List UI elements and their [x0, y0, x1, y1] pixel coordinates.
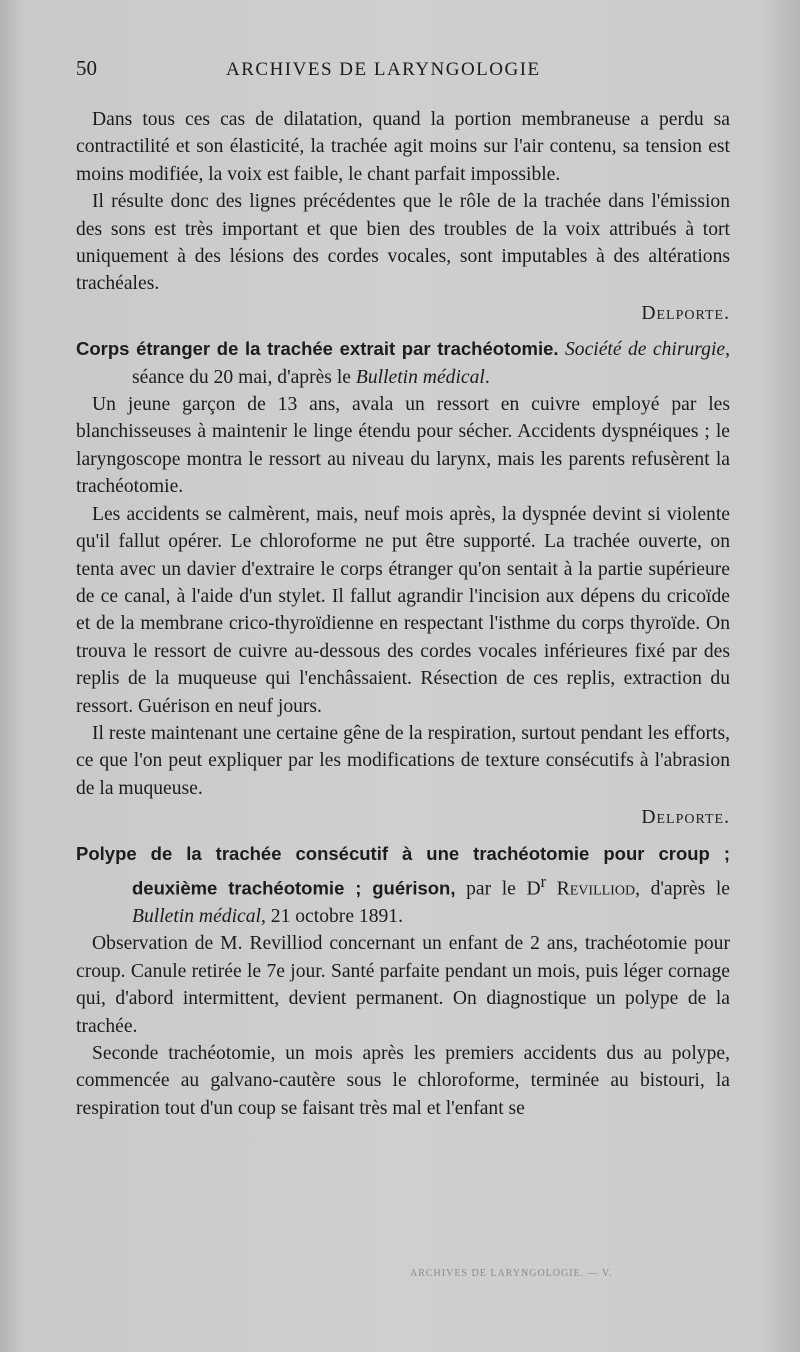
article-heading	[76, 840, 730, 931]
article-title: Polype de la trachée consécutif à une trachéotomie pour croup ; deuxième trachéotomie ; guérison,	[76, 842, 730, 899]
author-name: Revilliod	[546, 878, 636, 900]
signature: Delporte.	[641, 807, 730, 829]
bleed-through-text: ARCHIVES DE LARYNGOLOGIE. — V.	[410, 1268, 613, 1279]
author-suffix: , d'après le	[635, 878, 730, 900]
page-body	[76, 106, 730, 1122]
paragraph: Il résulte donc des lignes précédentes que le rôle de la trachée dans l'émission des sons est très important et que bien des troubles de la voix attribués à tort uniquement à des lésions des cordes vocales, sont imputables à des altérations trachéales.	[76, 191, 730, 295]
running-title: ARCHIVES DE LARYNGOLOGIE	[226, 59, 541, 80]
paragraph: Dans tous ces cas de dilatation, quand la portion membraneuse a perdu sa contractilité et son élasticité, la trachée agit moins sur l'air contenu, sa tension est moins modifiée, la voix est faible, le chant parfait impossible.	[76, 109, 730, 185]
signature: Delporte.	[641, 302, 730, 324]
publication-date: , 21 octobre 1891.	[260, 905, 403, 927]
paragraph: Les accidents se calmèrent, mais, neuf mois après, la dyspnée devint si violente qu'il fallut opérer. Le chloroforme ne put être supporté. La trachée ouverte, on tenta avec un davier d'extraire le corps étranger qu'on sentait à la partie supérieure de ce canal, à l'aide d'un stylet. Il fallut agrandir l'incision aux dépens du cricoïde et de la membrane crico-thyroïdienne en respectant l'isthme du corps thyroïde. On trouva le ressort de cuivre au-dessous des cordes vocales inférieures fixé par des replis de la muqueuse qui l'enchâssaient. Résection de ces replis, extraction du ressort. Guérison en neuf jours.	[76, 503, 730, 717]
journal-name: Bulletin médical	[355, 366, 485, 388]
article-source-end: .	[484, 366, 490, 388]
article-heading	[76, 335, 730, 391]
journal-name: Bulletin médical	[132, 905, 261, 927]
article-title: Corps étranger de la trachée extrait par trachéotomie.	[76, 338, 559, 360]
paragraph: Un jeune garçon de 13 ans, avala un ressort en cuivre employé par les blanchisseuses à maintenir le linge étendu pour sécher. Accidents dyspnéiques ; le laryngoscope montra le ressort au niveau du larynx, mais les parents refusèrent la trachéotomie.	[76, 394, 730, 498]
running-head	[76, 56, 730, 106]
article-source-text: , séance du 20 mai, d'après le	[132, 339, 730, 388]
paragraph: Seconde trachéotomie, un mois après les premiers accidents dus au polype, commencée au galvano-cautère sous le chloroforme, terminée au bistouri, la respiration tout d'un coup se faisant très mal et l'enfant se	[76, 1042, 730, 1119]
paragraph: Observation de M. Revilliod concernant un enfant de 2 ans, trachéotomie pour croup. Canule retirée le 7e jour. Santé parfaite pendant un mois, puis léger cornage qui, d'abord intermittent, devient permanent. On diagnostique un polype de la trachée.	[76, 933, 730, 1037]
author-title-sup: r	[540, 871, 547, 891]
paragraph: Il reste maintenant une certaine gêne de la respiration, surtout pendant les efforts, ce que l'on peut expliquer par les modifications de texture consécutifs à l'abrasion de la muqueuse.	[76, 722, 730, 799]
author-prefix: par le D	[455, 878, 541, 900]
article-source: Société de chirurgie	[564, 339, 726, 361]
page-number: 50	[76, 56, 97, 80]
